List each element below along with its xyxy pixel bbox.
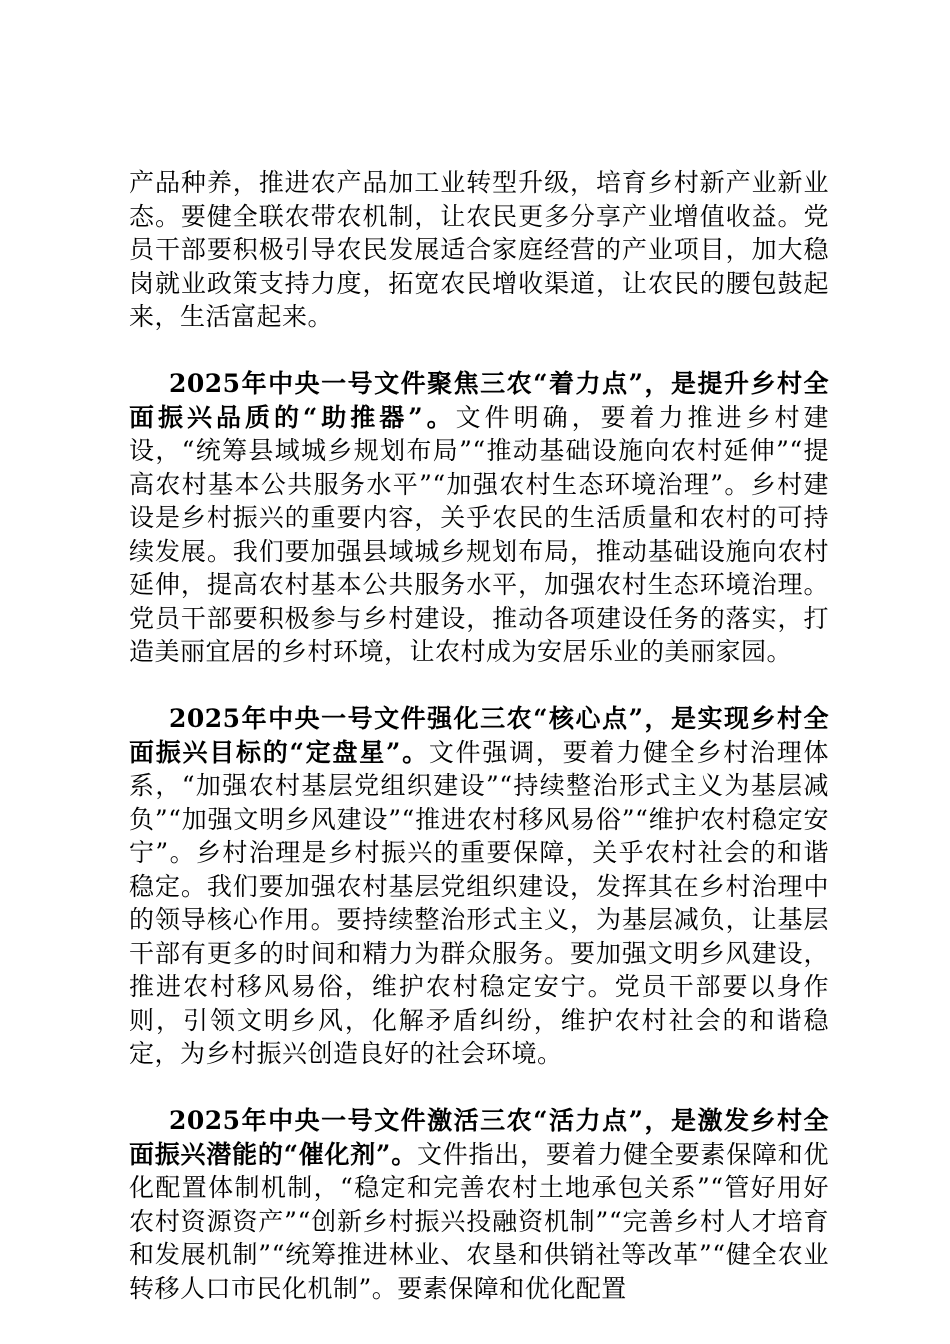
paragraph-4 [129, 1104, 829, 1305]
paragraph-3-text: 文件强调，要着力健全乡村治理体系，“加强农村基层党组织建设”“持续整治形式主义为基层减负”“加强文明乡风建设”“推进农村移风易俗”“维护农村稳定安宁”。乡村治理是乡村振兴的重要保障，关乎农村社会的和谐稳定。我们要加强农村基层党组织建设，发挥其在乡村治理中的领导核心作用。要持续整治形式主义，为基层减负，让基层干部有更多的时间和精力为群众服务。要加强文明乡风建设，推进农村移风易俗，维护农村稳定安宁。党员干部要以身作则，引领文明乡风，化解矛盾纠纷，维护农村社会的和谐稳定，为乡村振兴创造良好的社会环境。 [129, 737, 829, 1068]
paragraph-1-text: 产品种养，推进农产品加工业转型升级，培育乡村新产业新业态。要健全联农带农机制，让农民更多分享产业增值收益。党员干部要积极引导农民发展适合家庭经营的产业项目，加大稳岗就业政策支持力度，拓宽农民增收渠道，让农民的腰包鼓起来，生活富起来。 [129, 168, 829, 331]
document-body [129, 166, 829, 1339]
paragraph-2 [129, 367, 829, 669]
paragraph-3 [129, 702, 829, 1071]
paragraph-4-lead: 2025年中央一号文件激活三农“活力点”，是激发乡村全面振兴潜能的“催化剂”。 [129, 1106, 829, 1169]
paragraph-4-text: 文件指出，要着力健全要素保障和优化配置体制机制，“稳定和完善农村土地承包关系”“管好用好农村资源资产”“创新乡村振兴投融资机制”“完善乡村人才培育和发展机制”“统筹推进林业、农垦和供销社等改革”“健全农业转移人口市民化机制”。要素保障和优化配置 [129, 1139, 829, 1303]
paragraph-1 [129, 166, 829, 334]
paragraph-2-lead: 2025年中央一号文件聚焦三农“着力点”，是提升乡村全面振兴品质的“助推器”。 [129, 369, 829, 432]
paragraph-3-lead: 2025年中央一号文件强化三农“核心点”，是实现乡村全面振兴目标的“定盘星”。 [129, 704, 829, 767]
paragraph-2-text: 文件明确，要着力推进乡村建设，“统筹县域城乡规划布局”“推动基础设施向农村延伸”“提高农村基本公共服务水平”“加强农村生态环境治理”。乡村建设是乡村振兴的重要内容，关乎农民的生活质量和农村的可持续发展。我们要加强县域城乡规划布局，推动基础设施向农村延伸，提高农村基本公共服务水平，加强农村生态环境治理。党员干部要积极参与乡村建设，推动各项建设任务的落实，打造美丽宜居的乡村环境，让农村成为安居乐业的美丽家园。 [129, 402, 829, 666]
